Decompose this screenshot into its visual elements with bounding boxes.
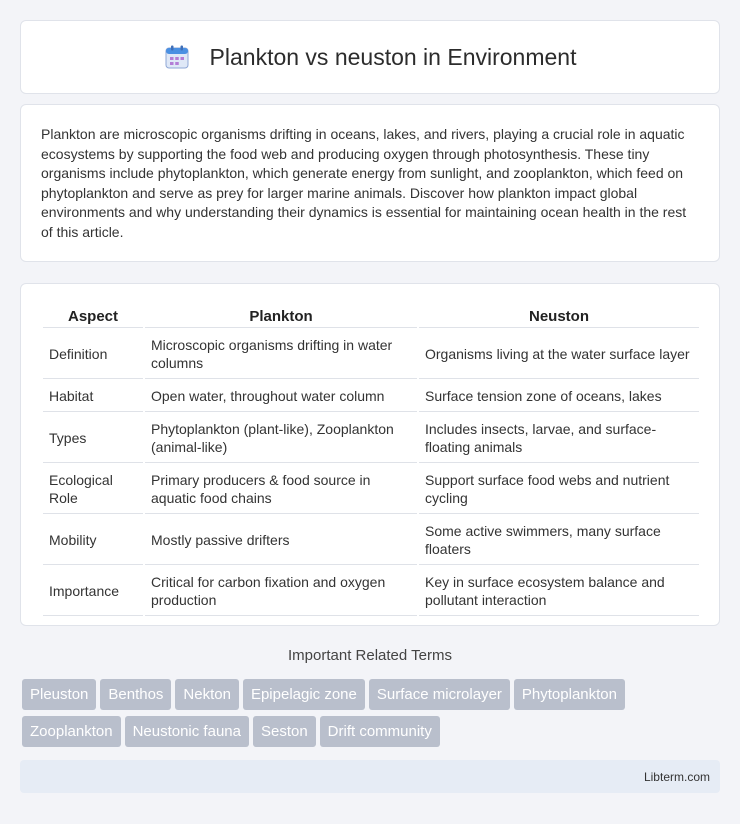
table-row — [43, 381, 699, 412]
footer — [20, 760, 720, 793]
row-neuston: Surface tension zone of oceans, lakes — [419, 381, 699, 412]
tag-nekton[interactable]: Nekton — [175, 679, 239, 710]
page-title: Plankton vs neuston in Environment — [209, 43, 577, 70]
row-aspect: Types — [43, 414, 143, 463]
related-terms-heading: Important Related Terms — [288, 647, 452, 664]
tag-pleuston[interactable]: Pleuston — [22, 679, 96, 710]
comparison-table-card — [20, 283, 720, 626]
tag-seston[interactable]: Seston — [253, 716, 316, 747]
tag-neustonic-fauna[interactable]: Neustonic fauna — [125, 716, 249, 747]
header-aspect: Aspect — [43, 306, 143, 328]
row-neuston: Organisms living at the water surface layer — [419, 330, 699, 379]
header-neuston: Neuston — [419, 306, 699, 328]
row-neuston: Support surface food webs and nutrient cycling — [419, 465, 699, 514]
row-aspect: Definition — [43, 330, 143, 379]
row-neuston: Some active swimmers, many surface floaters — [419, 516, 699, 565]
table-row — [43, 516, 699, 565]
table-row — [43, 330, 699, 379]
table-row — [43, 465, 699, 514]
intro-text: Plankton are microscopic organisms drifting in oceans, lakes, and rivers, playing a crucial role in aquatic ecosystems by supporting the food web and producing oxygen through photosynthesis. These tiny organisms include phytoplankton, which generate energy from sunlight, and zooplankton, which feed on phytoplankton and serve as prey for larger marine animals. Discover how plankton impact global environments and why understanding their dynamics is essential for maintaining ocean health in the rest of this article. — [41, 126, 687, 240]
intro-card — [20, 104, 720, 262]
tag-drift-community[interactable]: Drift community — [320, 716, 440, 747]
tag-benthos[interactable]: Benthos — [100, 679, 171, 710]
row-plankton: Phytoplankton (plant-like), Zooplankton (animal-like) — [145, 414, 417, 463]
row-aspect: Mobility — [43, 516, 143, 565]
table-row — [43, 567, 699, 616]
footer-brand-link[interactable]: Libterm.com — [643, 770, 710, 784]
table-header-row — [43, 306, 699, 328]
row-plankton: Mostly passive drifters — [145, 516, 417, 565]
row-plankton: Primary producers & food source in aquatic food chains — [145, 465, 417, 514]
row-aspect: Ecological Role — [43, 465, 143, 514]
tag-zooplankton[interactable]: Zooplankton — [22, 716, 121, 747]
row-aspect: Habitat — [43, 381, 143, 412]
row-plankton: Critical for carbon fixation and oxygen production — [145, 567, 417, 616]
tag-epipelagic-zone[interactable]: Epipelagic zone — [243, 679, 365, 710]
row-plankton: Open water, throughout water column — [145, 381, 417, 412]
calendar-icon — [164, 44, 190, 70]
related-terms-list — [22, 679, 722, 753]
row-neuston: Key in surface ecosystem balance and pollutant interaction — [419, 567, 699, 616]
header-plankton: Plankton — [145, 306, 417, 328]
tag-surface-microlayer[interactable]: Surface microlayer — [369, 679, 510, 710]
table-row — [43, 414, 699, 463]
title-card — [20, 20, 720, 94]
tag-phytoplankton[interactable]: Phytoplankton — [514, 679, 625, 710]
row-neuston: Includes insects, larvae, and surface-floating animals — [419, 414, 699, 463]
row-plankton: Microscopic organisms drifting in water columns — [145, 330, 417, 379]
comparison-table — [41, 304, 701, 618]
row-aspect: Importance — [43, 567, 143, 616]
